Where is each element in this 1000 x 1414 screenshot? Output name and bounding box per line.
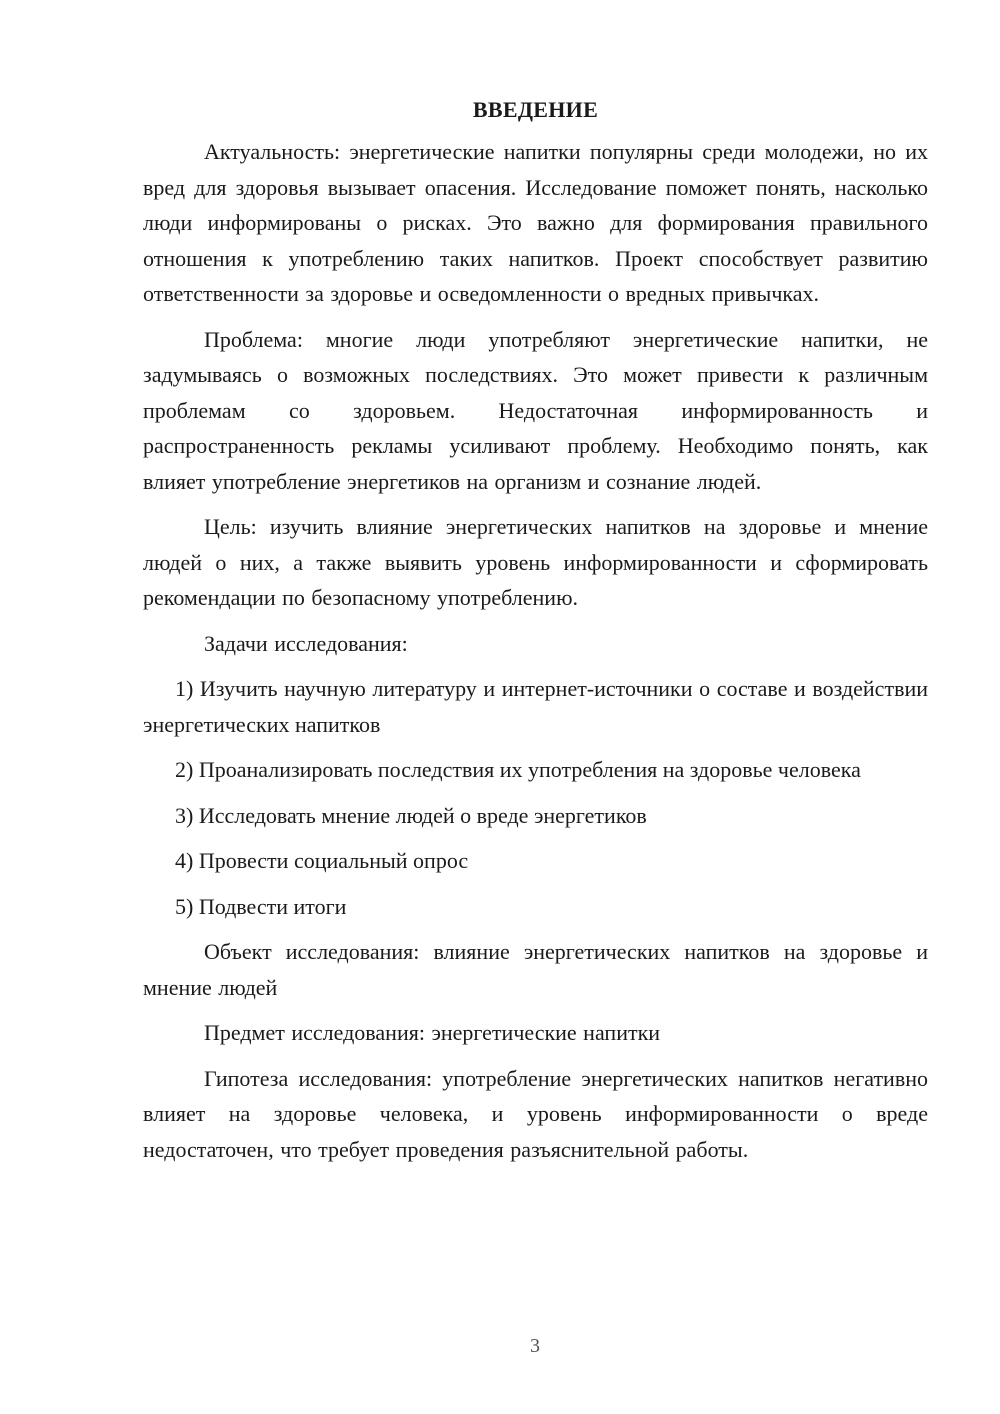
paragraph-tasks-title: Задачи исследования:	[204, 630, 408, 656]
list-item: 1) Изучить научную литературу и интернет-источники о составе и воздействии энергетических напитков	[143, 676, 928, 737]
paragraph-problem: Проблема: многие люди употребляют энергетические напитки, не задумываясь о возможных последствиях. Это может привести к различным проблемам со здоровьем. Недостаточная информированность и распространенность рекламы усиливают проблему. Необходимо понять, как влияет употребление энергетиков на организм и сознание людей.	[143, 326, 928, 494]
paragraph-goal: Цель: изучить влияние энергетических напитков на здоровье и мнение людей о них, а также выявить уровень информированности и сформировать рекомендации по безопасному употреблению.	[143, 514, 928, 610]
paragraph-relevance: Актуальность: энергетические напитки популярны среди молодежи, но их вред для здоровья вызывает опасения. Исследование поможет понять, насколько люди информированы о рисках. Это важно для формирования правильного отношения к употреблению таких напитков. Проект способствует развитию ответственности за здоровье и осведомленности о вредных привычках.	[143, 139, 928, 306]
paragraph-subject: Предмет исследования: энергетические напитки	[204, 1020, 661, 1045]
paragraph-hypothesis: Гипотеза исследования: употребление энергетических напитков негативно влияет на здоровье человека, и уровень информированности о вреде недостаточен, что требует проведения разъяснительной работы.	[143, 1065, 928, 1162]
list-item: 2) Проанализировать последствия их употребления на здоровье человека	[175, 757, 861, 782]
list-item: 3) Исследовать мнение людей о вреде энергетиков	[175, 802, 647, 828]
section-heading: ВВЕДЕНИЕ	[472, 97, 599, 122]
tasks-list	[143, 671, 928, 924]
page-number: 3	[530, 1335, 540, 1357]
list-item: 5) Подвести итоги	[175, 893, 347, 919]
paragraph-object: Объект исследования: влияние энергетических напитков на здоровье и мнение людей	[143, 939, 928, 1000]
page-content	[143, 92, 928, 1177]
list-item: 4) Провести социальный опрос	[175, 848, 469, 873]
